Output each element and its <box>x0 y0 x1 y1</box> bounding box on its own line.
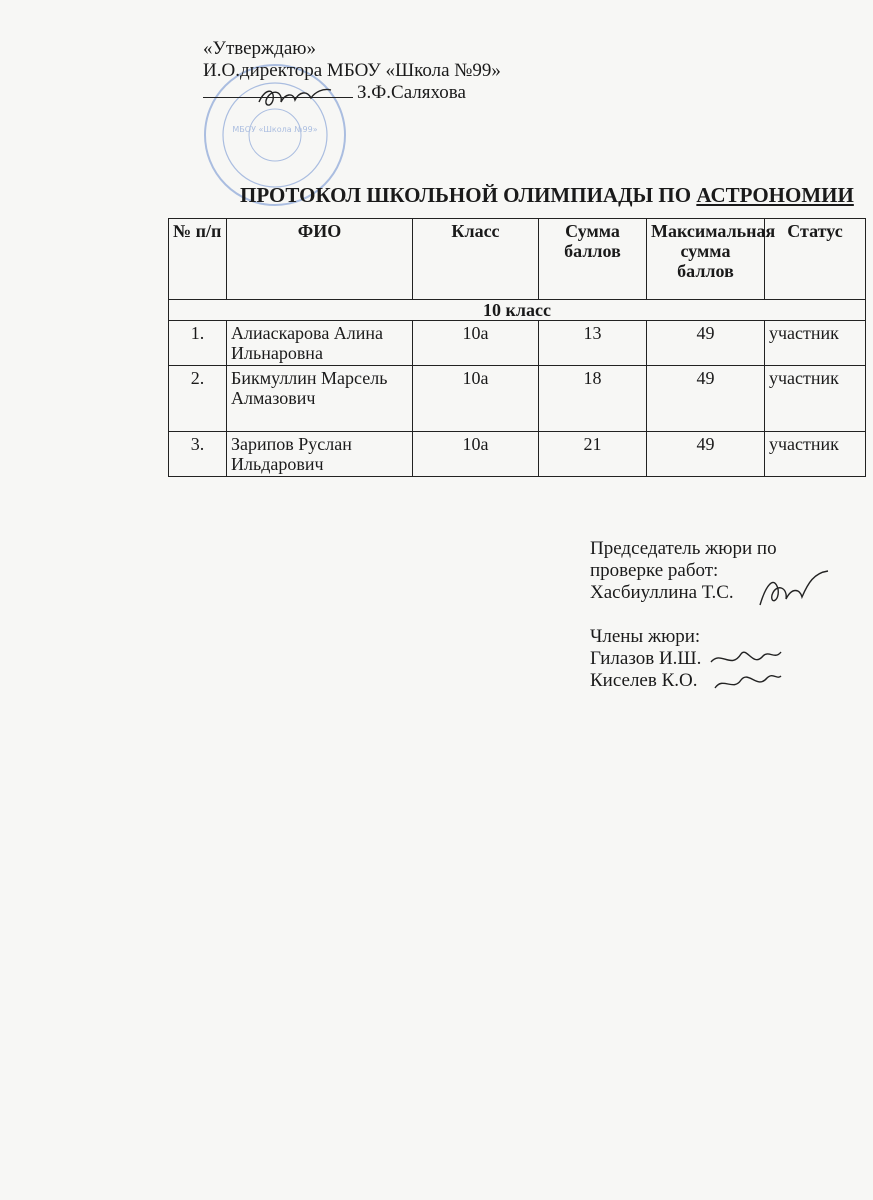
header-score: Сумма баллов <box>539 219 647 300</box>
table-row <box>169 321 866 366</box>
cell-class: 10а <box>413 321 539 366</box>
cell-max: 49 <box>647 321 765 366</box>
group-row <box>169 300 866 321</box>
cell-name: Алиаскарова Алина Ильнаровна <box>227 321 413 366</box>
stamp-text: МБОУ «Школа №99» <box>232 125 318 134</box>
cell-status: участник <box>765 366 866 432</box>
group-label: 10 класс <box>169 300 866 321</box>
jury-members-label: Члены жюри: <box>590 626 701 647</box>
cell-class: 10а <box>413 366 539 432</box>
approval-title: «Утверждаю» <box>203 38 316 59</box>
cell-no: 1. <box>169 321 227 366</box>
results-table <box>168 218 866 477</box>
member-signatures <box>705 640 785 700</box>
header-max: Максимальная сумма баллов <box>647 219 765 300</box>
chair-signature <box>752 565 832 615</box>
cell-score: 21 <box>539 432 647 477</box>
director-signature <box>255 80 335 114</box>
page-title <box>240 183 854 208</box>
cell-status: участник <box>765 321 866 366</box>
approval-position: И.О.директора МБОУ «Школа №99» <box>203 60 501 81</box>
table-row <box>169 366 866 432</box>
cell-max: 49 <box>647 432 765 477</box>
title-prefix: ПРОТОКОЛ ШКОЛЬНОЙ ОЛИМПИАДЫ ПО <box>240 183 697 207</box>
approval-block <box>203 38 501 104</box>
jury-chair-label: Председатель жюри по <box>590 538 777 559</box>
table-row <box>169 432 866 477</box>
cell-no: 2. <box>169 366 227 432</box>
cell-status: участник <box>765 432 866 477</box>
cell-no: 3. <box>169 432 227 477</box>
cell-score: 18 <box>539 366 647 432</box>
header-class: Класс <box>413 219 539 300</box>
cell-name: Зарипов Руслан Ильдарович <box>227 432 413 477</box>
jury-chair-label-cont: проверке работ: <box>590 560 719 581</box>
jury-member-1: Гилазов И.Ш. <box>590 648 702 669</box>
cell-class: 10а <box>413 432 539 477</box>
title-subject: АСТРОНОМИИ <box>696 183 854 207</box>
jury-chair-name: Хасбиуллина Т.С. <box>590 582 734 603</box>
cell-max: 49 <box>647 366 765 432</box>
cell-name: Бикмуллин Марсель Алмазович <box>227 366 413 432</box>
header-status: Статус <box>765 219 866 300</box>
jury-member-2: Киселев К.О. <box>590 670 698 691</box>
cell-score: 13 <box>539 321 647 366</box>
header-no: № п/п <box>169 219 227 300</box>
table-header-row <box>169 219 866 300</box>
director-name: З.Ф.Саляхова <box>357 82 466 103</box>
header-name: ФИО <box>227 219 413 300</box>
